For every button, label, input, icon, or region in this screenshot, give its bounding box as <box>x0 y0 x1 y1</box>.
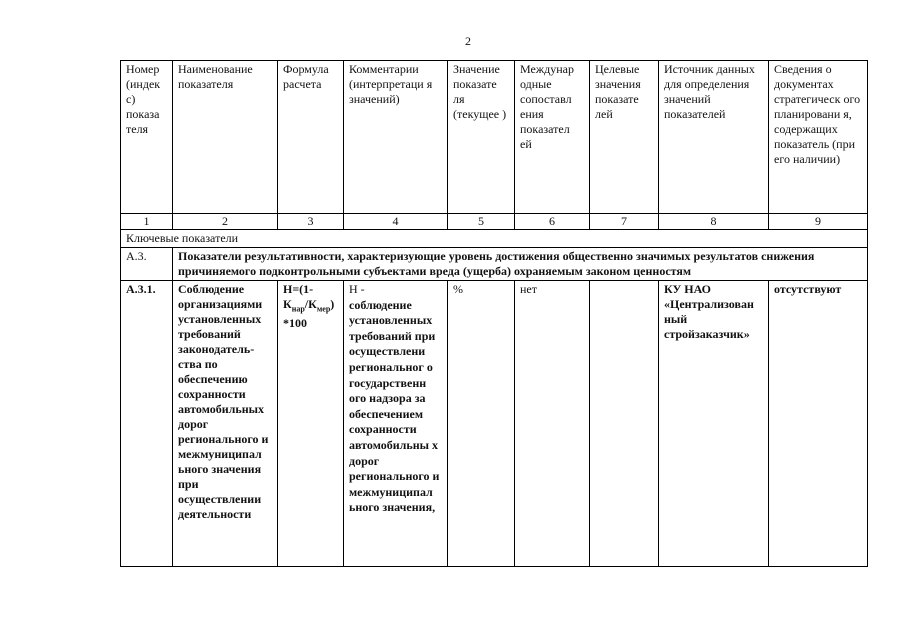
indicator-formula <box>278 281 344 567</box>
indicator-index: А.3.1. <box>121 281 173 567</box>
formula-subscript: нар <box>291 304 305 314</box>
column-number-row <box>121 214 868 230</box>
indicator-target <box>590 281 659 567</box>
header-strategy-docs: Сведения о документах стратегическ ого планировани я, содержащих показатель (при его наличии) <box>769 61 868 214</box>
indicator-name: Соблюдение организациями установленных требований законодатель-ства по обеспечению сохранности автомобильных дорог регионального и межмуниципал ьного значения при осуществлении деятельности <box>173 281 278 567</box>
group-row <box>121 248 868 281</box>
indicator-value: % <box>448 281 515 567</box>
section-title: Ключевые показатели <box>121 230 868 248</box>
column-number: 8 <box>659 214 769 230</box>
column-number: 4 <box>344 214 448 230</box>
column-number: 5 <box>448 214 515 230</box>
header-row <box>121 61 868 214</box>
indicator-international: нет <box>515 281 590 567</box>
header-name: Наименование показателя <box>173 61 278 214</box>
formula-part: Н=(1-К <box>283 282 314 311</box>
column-number: 6 <box>515 214 590 230</box>
column-number: 1 <box>121 214 173 230</box>
indicator-strategy-docs: отсутствуют <box>769 281 868 567</box>
header-target: Целевые значения показате лей <box>590 61 659 214</box>
page-number: 2 <box>465 34 471 48</box>
comment-text: соблюдение установленных требований при осуществлени региональног о государственн ого надзора за обеспечением сохранности автомобильны х дорог регионального и межмуниципал ьного значения, <box>349 297 440 515</box>
formula-subscript: мер <box>316 304 331 314</box>
group-title: Показатели результативности, характеризующие уровень достижения общественно значимых результатов снижения причиняемого подконтрольными субъектами вреда (ущерба) охраняемым законом ценностям <box>173 248 868 281</box>
header-comment: Комментарии (интерпретаци я значений) <box>344 61 448 214</box>
column-number: 2 <box>173 214 278 230</box>
formula-part: /К <box>304 297 317 311</box>
header-formula: Формула расчета <box>278 61 344 214</box>
indicator-comment <box>344 281 448 567</box>
group-index: А.3. <box>121 248 173 281</box>
column-number: 7 <box>590 214 659 230</box>
header-international: Междунар одные сопоставл ения показател ей <box>515 61 590 214</box>
column-number: 9 <box>769 214 868 230</box>
indicator-source: КУ НАО «Централизован ный стройзаказчик» <box>659 281 769 567</box>
header-value: Значение показате ля (текущее ) <box>448 61 515 214</box>
comment-lead: Н - <box>349 282 365 296</box>
header-source: Источник данных для определения значений показателей <box>659 61 769 214</box>
section-row <box>121 230 868 248</box>
indicator-row <box>121 281 868 567</box>
indicators-table <box>120 60 868 567</box>
column-number: 3 <box>278 214 344 230</box>
formula-part: ) *100 <box>283 297 335 331</box>
header-index: Номер (индек с) показа теля <box>121 61 173 214</box>
